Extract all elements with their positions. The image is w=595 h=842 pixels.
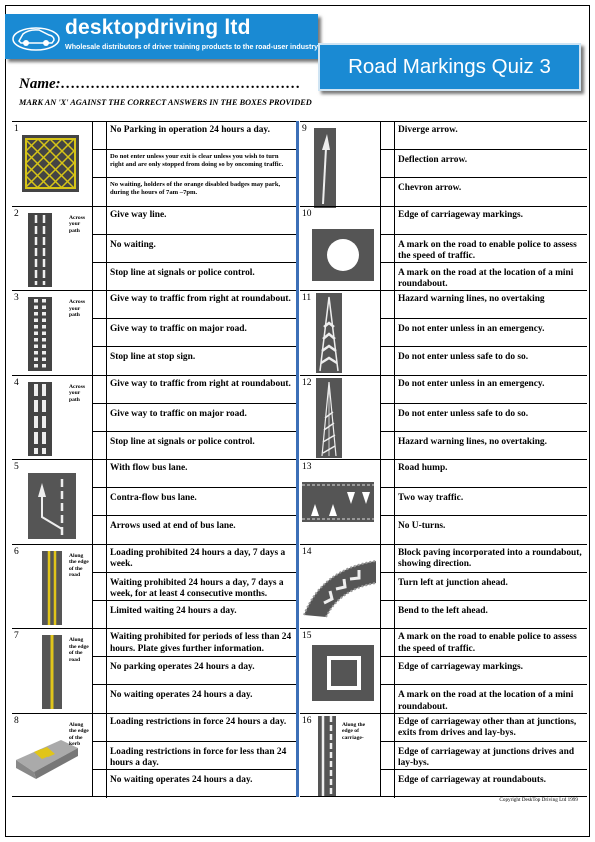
marking-position-note: Along the edge of the road xyxy=(69,552,89,578)
answer-option xyxy=(381,346,587,376)
answer-text: Bend to the left ahead. xyxy=(398,605,488,616)
answer-option xyxy=(381,291,587,318)
answer-option xyxy=(381,741,587,769)
answer-text: Contra-flow bus lane. xyxy=(110,493,197,503)
answer-text: A mark on the road at the location of a mini roundabout. xyxy=(398,267,574,289)
answer-checkbox[interactable] xyxy=(93,545,107,572)
answer-text: Do not enter unless safe to do so. xyxy=(398,352,529,362)
answer-text: Diverge arrow. xyxy=(398,125,458,135)
bus-lane-arrow-marking-image xyxy=(28,473,76,544)
question-11 xyxy=(300,290,587,375)
answer-text: No parking operates 24 hours a day. xyxy=(110,662,255,672)
question-16 xyxy=(300,713,587,798)
answer-text: Do not enter unless in an emergency. xyxy=(398,324,545,334)
answer-text: Loading restrictions in force for less than 24 hours a day. xyxy=(110,746,287,768)
answer-options xyxy=(92,291,298,375)
answer-text: Do not enter unless in an emergency. xyxy=(398,378,545,389)
question-number: 9 xyxy=(302,124,307,134)
answer-text: Stop line at stop sign. xyxy=(110,352,196,362)
answer-checkbox[interactable] xyxy=(381,460,395,487)
answer-option xyxy=(381,122,587,149)
double-yellow-lines-marking-image xyxy=(42,551,62,630)
question-number: 2 xyxy=(14,208,19,219)
question-number: 11 xyxy=(302,293,312,303)
answer-options xyxy=(380,545,587,629)
answer-text: No waiting. xyxy=(110,239,156,250)
answer-checkbox[interactable] xyxy=(93,376,107,403)
copyright-text: Copyright DeskTop Driving Ltd 1999 xyxy=(499,797,578,803)
question-4 xyxy=(12,375,298,460)
answer-checkbox[interactable] xyxy=(93,601,107,630)
answer-text: Give way to traffic from right at roundabout. xyxy=(110,378,291,389)
answer-text: A mark on the road to enable police to assess the speed of traffic. xyxy=(398,239,577,261)
curved-chevrons-marking-image xyxy=(302,559,378,624)
yellow-box-junction-marking-image xyxy=(22,135,79,197)
question-number: 7 xyxy=(14,631,19,641)
answer-options xyxy=(92,376,298,460)
question-number: 15 xyxy=(302,631,312,641)
marking-position-note: Along the edge of the road xyxy=(69,637,89,663)
answer-checkbox[interactable] xyxy=(93,319,107,346)
answer-checkbox[interactable] xyxy=(93,657,107,684)
answer-text: Road hump. xyxy=(398,463,448,473)
answer-option xyxy=(93,684,298,714)
answer-option xyxy=(381,318,587,346)
answer-text: No Parking in operation 24 hours a day. xyxy=(110,125,270,135)
answer-checkbox[interactable] xyxy=(93,432,107,461)
hatched-diagonal-marking-image xyxy=(316,378,342,463)
answer-checkbox[interactable] xyxy=(93,488,107,515)
answer-text: Arrows used at end of bus lane. xyxy=(110,521,236,531)
answer-option xyxy=(381,714,587,741)
question-number: 13 xyxy=(302,462,312,472)
answer-checkbox[interactable] xyxy=(381,347,395,376)
answer-option xyxy=(381,515,587,545)
answer-checkbox[interactable] xyxy=(381,150,395,177)
answer-option xyxy=(93,149,298,177)
answer-text: A mark on the road to enable police to assess the speed of traffic. xyxy=(398,632,577,654)
answer-checkbox[interactable] xyxy=(381,685,395,714)
answer-text: Loading restrictions in force 24 hours a day. xyxy=(110,716,287,727)
question-15 xyxy=(300,628,587,713)
answer-checkbox[interactable] xyxy=(93,263,107,292)
long-blocks-lines-marking-image xyxy=(28,382,52,461)
marking-position-note: Along the edge of carriage- xyxy=(342,721,366,741)
question-14 xyxy=(300,544,587,629)
answer-checkbox[interactable] xyxy=(381,376,395,403)
question-number: 8 xyxy=(14,715,19,726)
question-number: 14 xyxy=(302,546,312,557)
answer-text: Deflection arrow. xyxy=(398,155,468,165)
answer-options xyxy=(380,291,587,375)
answer-option xyxy=(381,656,587,684)
answer-checkbox[interactable] xyxy=(93,122,107,149)
answer-checkbox[interactable] xyxy=(381,404,395,431)
answer-text: A mark on the road at the location of a mini roundabout. xyxy=(398,690,574,712)
answer-text: Edge of carriageway other than at junctions, exits from drives and lay-bys. xyxy=(398,716,577,738)
answer-option xyxy=(381,487,587,515)
answer-checkbox[interactable] xyxy=(93,573,107,600)
single-arrow-marking-image xyxy=(314,128,336,213)
quiz-title: Road Markings Quiz 3 xyxy=(318,43,581,91)
question-9 xyxy=(300,121,587,206)
answer-option xyxy=(93,262,298,292)
answer-text: No waiting, holders of the orange disabled badges may park, during the hours of 7am –7pm. xyxy=(110,181,281,197)
answer-text: Edge of carriageway markings. xyxy=(398,662,523,672)
question-2 xyxy=(12,206,298,291)
answer-option xyxy=(381,572,587,600)
answer-options xyxy=(380,460,587,544)
question-5 xyxy=(12,459,298,544)
answer-text: Do not enter unless your exit is clear unless you wish to turn right and are only stopped from doing so by oncoming traffic. xyxy=(110,153,284,169)
answer-text: Give way to traffic on major road. xyxy=(110,324,247,334)
answer-option xyxy=(381,376,587,403)
marking-position-note: Along the edge of the kerb xyxy=(69,721,89,747)
question-number: 12 xyxy=(302,377,312,388)
answer-options xyxy=(92,714,298,797)
answer-checkbox[interactable] xyxy=(93,347,107,376)
answer-text: Give way line. xyxy=(110,209,167,220)
answer-text: Give way to traffic from right at roundabout. xyxy=(110,294,291,304)
brand-tagline: Wholesale distributors of driver training products to the road-user industry xyxy=(65,43,319,51)
answer-text: Hazard warning lines, no overtaking. xyxy=(398,436,547,447)
answer-checkbox[interactable] xyxy=(381,319,395,346)
answer-option xyxy=(93,122,298,149)
marking-position-note: Across your path xyxy=(69,299,86,318)
answer-options xyxy=(92,545,298,629)
answer-checkbox[interactable] xyxy=(381,629,395,656)
question-number: 6 xyxy=(14,546,19,557)
answer-checkbox[interactable] xyxy=(381,742,395,769)
answer-options xyxy=(92,629,298,713)
answer-checkbox[interactable] xyxy=(381,432,395,461)
answer-option xyxy=(93,629,298,656)
answer-checkbox[interactable] xyxy=(381,714,395,741)
name-field[interactable]: Name:………………………………………… xyxy=(19,76,301,92)
answer-option xyxy=(93,177,298,207)
answer-option xyxy=(381,431,587,461)
answer-checkbox[interactable] xyxy=(93,150,107,177)
answer-checkbox[interactable] xyxy=(93,629,107,656)
answer-text: Do not enter unless safe to do so. xyxy=(398,408,529,419)
answer-option xyxy=(93,460,298,487)
question-12 xyxy=(300,375,587,460)
brand-name: desktopdriving ltd xyxy=(65,16,251,39)
answer-checkbox[interactable] xyxy=(381,545,395,572)
answer-checkbox[interactable] xyxy=(93,516,107,545)
answer-checkbox[interactable] xyxy=(381,235,395,262)
answer-checkbox[interactable] xyxy=(381,516,395,545)
answer-text: Turn left at junction ahead. xyxy=(398,577,508,588)
answer-text: Two way traffic. xyxy=(398,493,464,503)
question-7 xyxy=(12,628,298,713)
answer-checkbox[interactable] xyxy=(381,657,395,684)
white-square-marking-image xyxy=(312,645,374,706)
answer-text: Edge of carriageway at junctions drives and lay-bys. xyxy=(398,746,575,768)
answer-option xyxy=(93,431,298,461)
question-number: 4 xyxy=(14,377,19,388)
answer-option xyxy=(93,741,298,769)
question-1 xyxy=(12,121,298,206)
answer-text: Stop line at signals or police control. xyxy=(110,267,255,278)
answer-option xyxy=(93,234,298,262)
white-circle-marking-image xyxy=(312,229,374,286)
answer-options xyxy=(92,207,298,291)
answer-option xyxy=(381,545,587,572)
question-6 xyxy=(12,544,298,629)
answer-text: Give way to traffic on major road. xyxy=(110,408,247,419)
answer-checkbox[interactable] xyxy=(93,770,107,799)
triangles-hump-marking-image xyxy=(302,482,374,527)
answer-option xyxy=(381,177,587,207)
answer-options xyxy=(92,122,298,206)
question-number: 1 xyxy=(14,124,19,134)
answer-checkbox[interactable] xyxy=(381,601,395,630)
answer-option xyxy=(93,487,298,515)
answer-options xyxy=(380,122,587,206)
car-logo-icon xyxy=(11,22,61,52)
answer-option xyxy=(93,656,298,684)
answer-option xyxy=(381,262,587,292)
answer-checkbox[interactable] xyxy=(381,573,395,600)
right-question-column xyxy=(300,121,587,797)
answer-checkbox[interactable] xyxy=(93,742,107,769)
answer-text: Limited waiting 24 hours a day. xyxy=(110,605,237,616)
question-13 xyxy=(300,459,587,544)
answer-text: Loading prohibited 24 hours a day, 7 days a week. xyxy=(110,547,286,569)
instruction-text: MARK AN 'X' AGAINST THE CORRECT ANSWERS IN THE BOXES PROVIDED xyxy=(19,98,312,107)
left-question-column xyxy=(12,121,298,797)
answer-option xyxy=(381,149,587,177)
answer-checkbox[interactable] xyxy=(381,178,395,207)
answer-checkbox[interactable] xyxy=(93,714,107,741)
double-edge-lines-marking-image xyxy=(318,716,336,801)
answer-text: No waiting operates 24 hours a day. xyxy=(110,690,253,700)
answer-text: Block paving incorporated into a roundabout, showing direction. xyxy=(398,547,582,569)
answer-checkbox[interactable] xyxy=(93,685,107,714)
question-number: 5 xyxy=(14,462,19,472)
answer-options xyxy=(92,460,298,544)
question-number: 3 xyxy=(14,293,19,303)
column-divider xyxy=(296,121,299,797)
answer-options xyxy=(380,629,587,713)
answer-option xyxy=(93,376,298,403)
answer-option xyxy=(381,207,587,234)
answer-checkbox[interactable] xyxy=(381,291,395,318)
answer-option xyxy=(93,346,298,376)
answer-checkbox[interactable] xyxy=(381,263,395,292)
question-8 xyxy=(12,713,298,798)
answer-checkbox[interactable] xyxy=(381,770,395,799)
answer-option xyxy=(381,403,587,431)
answer-text: Edge of carriageway at roundabouts. xyxy=(398,774,547,785)
answer-option xyxy=(93,769,298,799)
answer-options xyxy=(380,376,587,460)
answer-option xyxy=(93,714,298,741)
answer-checkbox[interactable] xyxy=(93,207,107,234)
answer-text: Edge of carriageway markings. xyxy=(398,209,523,220)
answer-checkbox[interactable] xyxy=(381,122,395,149)
square-blocks-lines-marking-image xyxy=(28,297,52,376)
answer-option xyxy=(381,684,587,714)
answer-checkbox[interactable] xyxy=(381,207,395,234)
question-3 xyxy=(12,290,298,375)
answer-checkbox[interactable] xyxy=(93,178,107,207)
answer-option xyxy=(93,515,298,545)
answer-text: With flow bus lane. xyxy=(110,463,188,473)
answer-option xyxy=(381,600,587,630)
answer-option xyxy=(381,629,587,656)
double-broken-lines-marking-image xyxy=(28,213,52,292)
answer-text: No U-turns. xyxy=(398,521,446,531)
answer-option xyxy=(93,600,298,630)
answer-option xyxy=(93,572,298,600)
answer-option xyxy=(381,769,587,799)
answer-checkbox[interactable] xyxy=(93,235,107,262)
answer-text: Stop line at signals or police control. xyxy=(110,436,255,447)
answer-option xyxy=(93,291,298,318)
answer-option xyxy=(381,460,587,487)
question-10 xyxy=(300,206,587,291)
answer-option xyxy=(93,318,298,346)
answer-text: Waiting prohibited 24 hours a day, 7 days a week, for at least 4 consecutive months. xyxy=(110,577,284,599)
answer-options xyxy=(380,207,587,291)
brand-banner xyxy=(5,14,318,59)
question-number: 16 xyxy=(302,715,312,726)
answer-text: Chevron arrow. xyxy=(398,183,462,193)
answer-text: Waiting prohibited for periods of less than 24 hours. Plate gives further information. xyxy=(110,632,292,654)
answer-checkbox[interactable] xyxy=(93,291,107,318)
answer-checkbox[interactable] xyxy=(93,460,107,487)
answer-checkbox[interactable] xyxy=(93,404,107,431)
answer-text: No waiting operates 24 hours a day. xyxy=(110,774,253,785)
answer-options xyxy=(380,714,587,797)
answer-checkbox[interactable] xyxy=(381,488,395,515)
marking-position-note: Across your path xyxy=(69,214,86,234)
answer-text: Hazard warning lines, no overtaking xyxy=(398,294,545,304)
question-number: 10 xyxy=(302,208,312,219)
single-yellow-line-marking-image xyxy=(42,635,62,714)
answer-option xyxy=(93,545,298,572)
answer-option xyxy=(93,207,298,234)
answer-option xyxy=(93,403,298,431)
answer-option xyxy=(381,234,587,262)
hatched-chevrons-marking-image xyxy=(316,293,342,378)
marking-position-note: Across your path xyxy=(69,383,86,403)
